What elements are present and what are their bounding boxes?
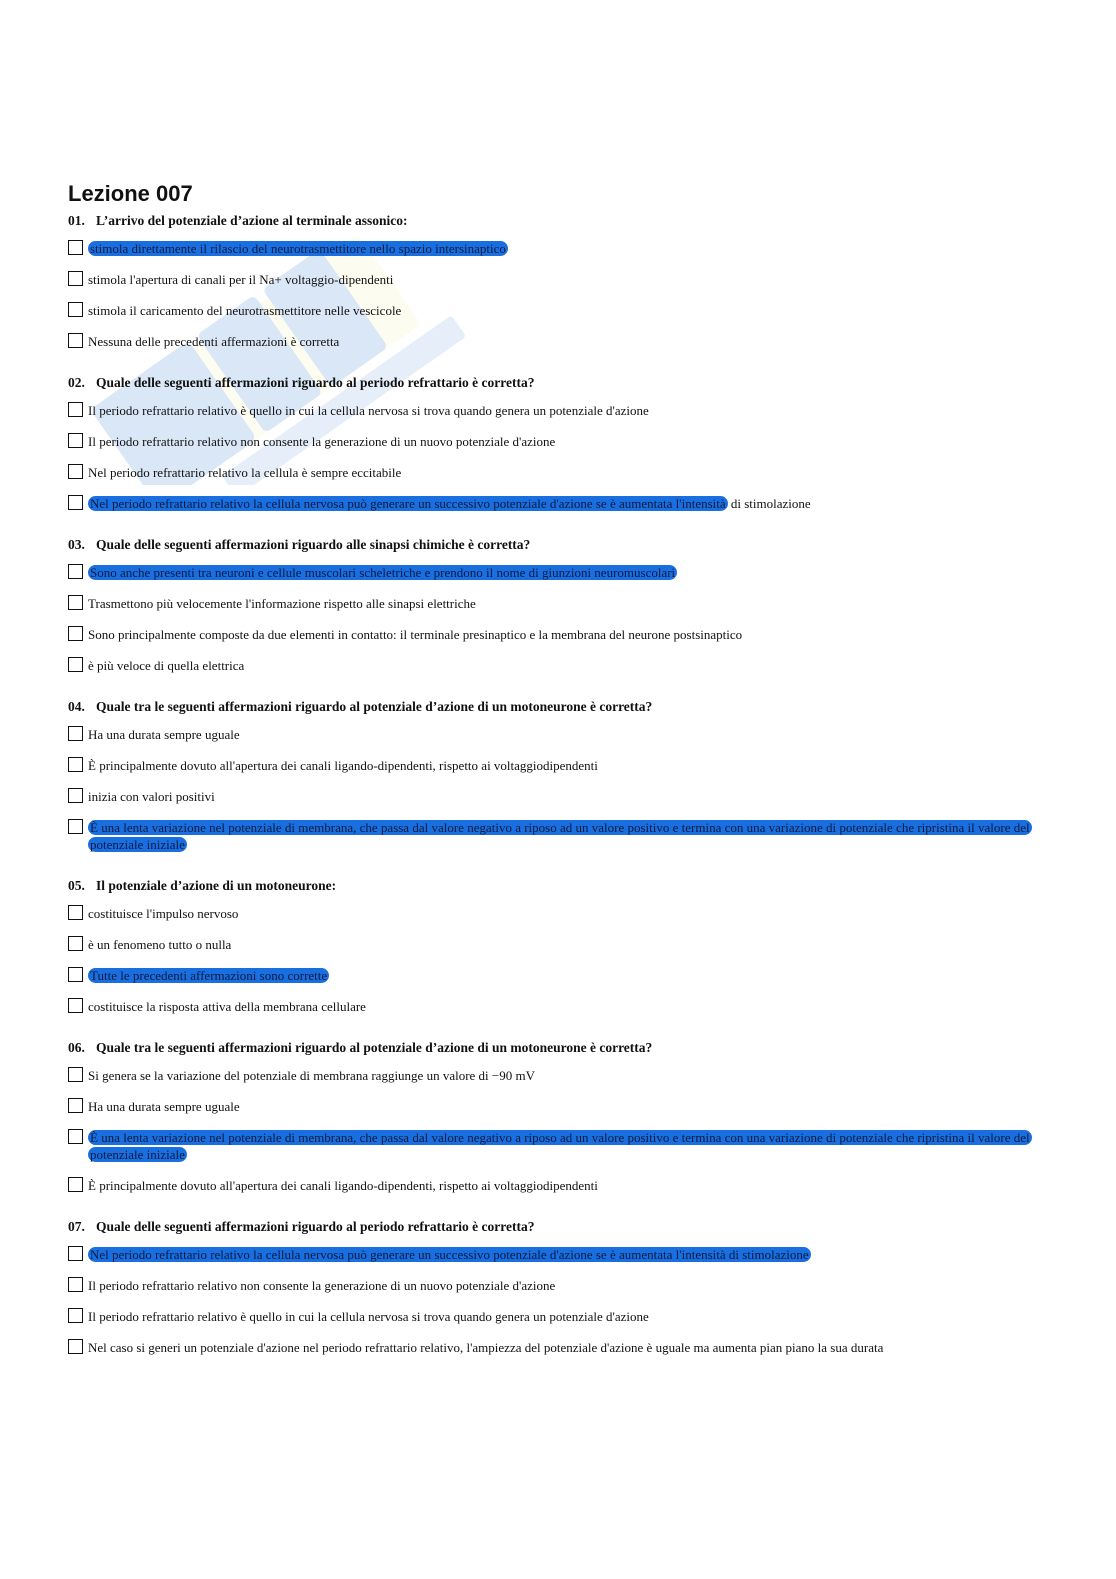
question-text: Quale tra le seguenti affermazioni riguardo al potenziale d’azione di un motoneurone è corretta? bbox=[96, 699, 653, 714]
checkbox-icon[interactable] bbox=[68, 302, 83, 317]
checkbox-icon[interactable] bbox=[68, 402, 83, 417]
checkbox-icon[interactable] bbox=[68, 905, 83, 920]
option-text: stimola l'apertura di canali per il Na+ voltaggio-dipendenti bbox=[88, 272, 394, 287]
checkbox-icon[interactable] bbox=[68, 819, 83, 834]
question-block bbox=[68, 536, 1048, 688]
question-title bbox=[68, 212, 1048, 240]
question-number: 03. bbox=[68, 537, 85, 552]
question-block bbox=[68, 212, 1048, 364]
option-text: Ha una durata sempre uguale bbox=[88, 727, 240, 742]
question-text: Quale delle seguenti affermazioni riguardo al periodo refrattario è corretta? bbox=[96, 375, 535, 390]
checkbox-icon[interactable] bbox=[68, 1067, 83, 1082]
question-title bbox=[68, 877, 1048, 905]
option-highlight: Tutte le precedenti affermazioni sono corrette bbox=[90, 968, 328, 983]
option-text: Il periodo refrattario relativo è quello in cui la cellula nervosa si trova quando genera un potenziale d'azione bbox=[88, 1309, 649, 1324]
question-title bbox=[68, 536, 1048, 564]
answer-option[interactable] bbox=[68, 433, 1048, 464]
answer-option[interactable] bbox=[68, 788, 1048, 819]
option-highlight: Nel periodo refrattario relativo la cellula nervosa può generare un successivo potenziale d'azione se è aumentata l'intensità di stimolazione bbox=[90, 1247, 809, 1262]
question-title bbox=[68, 698, 1048, 726]
option-text: Si genera se la variazione del potenziale di membrana raggiunge un valore di −90 mV bbox=[88, 1068, 536, 1083]
answer-option[interactable] bbox=[68, 998, 1048, 1029]
checkbox-icon[interactable] bbox=[68, 271, 83, 286]
answer-option-highlighted[interactable] bbox=[68, 819, 1048, 867]
checkbox-icon[interactable] bbox=[68, 626, 83, 641]
answer-option-highlighted[interactable] bbox=[68, 1129, 1048, 1177]
checkbox-icon[interactable] bbox=[68, 464, 83, 479]
checkbox-icon[interactable] bbox=[68, 657, 83, 672]
question-title bbox=[68, 1218, 1048, 1246]
checkbox-icon[interactable] bbox=[68, 433, 83, 448]
option-text bbox=[68, 1129, 1048, 1163]
page-title: Lezione 007 bbox=[68, 181, 193, 206]
question-text: Quale tra le seguenti affermazioni riguardo al potenziale d’azione di un motoneurone è corretta? bbox=[96, 1040, 653, 1055]
option-highlight: È una lenta variazione nel potenziale di membrana, che passa dal valore negativo a riposo ad un valore positivo e termina con una variazione di potenziale che ripristina il valore del potenziale iniziale bbox=[90, 820, 1030, 852]
answer-option-highlighted[interactable] bbox=[68, 967, 1048, 998]
option-text bbox=[68, 1246, 1048, 1263]
checkbox-icon[interactable] bbox=[68, 495, 83, 510]
checkbox-icon[interactable] bbox=[68, 757, 83, 772]
answer-option[interactable] bbox=[68, 757, 1048, 788]
answer-option[interactable] bbox=[68, 271, 1048, 302]
quiz-content bbox=[68, 178, 1048, 1380]
option-text bbox=[68, 819, 1048, 853]
answer-option-highlighted[interactable] bbox=[68, 564, 1048, 595]
option-text: Il periodo refrattario relativo non consente la generazione di un nuovo potenziale d'azione bbox=[88, 1278, 556, 1293]
answer-option-highlighted[interactable] bbox=[68, 240, 1048, 271]
option-text bbox=[68, 495, 1048, 512]
answer-option[interactable] bbox=[68, 464, 1048, 495]
answer-option[interactable] bbox=[68, 333, 1048, 364]
question-number: 01. bbox=[68, 213, 85, 228]
answer-option[interactable] bbox=[68, 402, 1048, 433]
question-number: 04. bbox=[68, 699, 85, 714]
answer-option[interactable] bbox=[68, 302, 1048, 333]
checkbox-icon[interactable] bbox=[68, 595, 83, 610]
option-text: Ha una durata sempre uguale bbox=[88, 1099, 240, 1114]
option-highlight: stimola direttamente il rilascio del neurotrasmettitore nello spazio intersinaptico bbox=[90, 241, 506, 256]
option-list bbox=[68, 240, 1048, 364]
answer-option[interactable] bbox=[68, 595, 1048, 626]
question-block bbox=[68, 1218, 1048, 1370]
answer-option[interactable] bbox=[68, 1098, 1048, 1129]
question-title bbox=[68, 1039, 1048, 1067]
option-text: inizia con valori positivi bbox=[88, 789, 215, 804]
option-text: costituisce l'impulso nervoso bbox=[88, 906, 239, 921]
option-list bbox=[68, 402, 1048, 526]
option-text: costituisce la risposta attiva della membrana cellulare bbox=[88, 999, 366, 1014]
question-block bbox=[68, 374, 1048, 526]
checkbox-icon[interactable] bbox=[68, 240, 83, 255]
option-list bbox=[68, 1246, 1048, 1370]
answer-option[interactable] bbox=[68, 1277, 1048, 1308]
option-text: è più veloce di quella elettrica bbox=[88, 658, 245, 673]
option-text: Nel caso si generi un potenziale d'azione nel periodo refrattario relativo, l'ampiezza del potenziale d'azione è uguale ma aumenta pian piano la sua durata bbox=[88, 1340, 884, 1355]
checkbox-icon[interactable] bbox=[68, 1098, 83, 1113]
option-text: Sono principalmente composte da due elementi in contatto: il terminale presinaptico e la membrana del neurone postsinaptico bbox=[88, 627, 743, 642]
answer-option[interactable] bbox=[68, 726, 1048, 757]
answer-option[interactable] bbox=[68, 657, 1048, 688]
question-text: L’arrivo del potenziale d’azione al terminale assonico: bbox=[96, 213, 408, 228]
answer-option[interactable] bbox=[68, 1177, 1048, 1208]
option-text: Il periodo refrattario relativo è quello in cui la cellula nervosa si trova quando genera un potenziale d'azione bbox=[88, 403, 649, 418]
option-highlight: Nel periodo refrattario relativo la cellula nervosa può generare un successivo potenziale d'azione se è aumentata l'intensità bbox=[90, 496, 726, 511]
option-text bbox=[68, 564, 1048, 581]
question-title bbox=[68, 374, 1048, 402]
option-list bbox=[68, 1067, 1048, 1208]
question-number: 02. bbox=[68, 375, 85, 390]
checkbox-icon[interactable] bbox=[68, 1246, 83, 1261]
option-text-tail: di stimolazione bbox=[727, 496, 811, 511]
checkbox-icon[interactable] bbox=[68, 1308, 83, 1323]
checkbox-icon[interactable] bbox=[68, 1277, 83, 1292]
question-number: 05. bbox=[68, 878, 85, 893]
option-text: Nessuna delle precedenti affermazioni è corretta bbox=[88, 334, 340, 349]
option-text: stimola il caricamento del neurotrasmettitore nelle vescicole bbox=[88, 303, 402, 318]
checkbox-icon[interactable] bbox=[68, 1177, 83, 1192]
question-block bbox=[68, 1039, 1048, 1208]
question-number: 07. bbox=[68, 1219, 85, 1234]
checkbox-icon[interactable] bbox=[68, 1129, 83, 1144]
question-text: Il potenziale d’azione di un motoneurone: bbox=[96, 878, 337, 893]
question-text: Quale delle seguenti affermazioni riguardo alle sinapsi chimiche è corretta? bbox=[96, 537, 531, 552]
answer-option[interactable] bbox=[68, 1339, 1048, 1370]
question-list bbox=[68, 212, 1048, 1370]
option-text: È principalmente dovuto all'apertura dei canali ligando-dipendenti, rispetto ai voltaggiodipendenti bbox=[88, 1178, 598, 1193]
answer-option[interactable] bbox=[68, 1067, 1048, 1098]
checkbox-icon[interactable] bbox=[68, 726, 83, 741]
option-text: Trasmettono più velocemente l'informazione rispetto alle sinapsi elettriche bbox=[88, 596, 476, 611]
answer-option-highlighted[interactable] bbox=[68, 495, 1048, 526]
question-block bbox=[68, 877, 1048, 1029]
option-highlight: Sono anche presenti tra neuroni e cellule muscolari scheletriche e prendono il nome di giunzioni neuromuscolari bbox=[90, 565, 676, 580]
option-text: È principalmente dovuto all'apertura dei canali ligando-dipendenti, rispetto ai voltaggiodipendenti bbox=[88, 758, 598, 773]
question-text: Quale delle seguenti affermazioni riguardo al periodo refrattario è corretta? bbox=[96, 1219, 535, 1234]
answer-option-highlighted[interactable] bbox=[68, 1246, 1048, 1277]
checkbox-icon[interactable] bbox=[68, 564, 83, 579]
checkbox-icon[interactable] bbox=[68, 998, 83, 1013]
answer-option[interactable] bbox=[68, 1308, 1048, 1339]
option-list bbox=[68, 564, 1048, 688]
question-number: 06. bbox=[68, 1040, 85, 1055]
answer-option[interactable] bbox=[68, 936, 1048, 967]
checkbox-icon[interactable] bbox=[68, 967, 83, 982]
option-highlight: È una lenta variazione nel potenziale di membrana, che passa dal valore negativo a riposo ad un valore positivo e termina con una variazione di potenziale che ripristina il valore del potenziale iniziale bbox=[90, 1130, 1030, 1162]
option-text: Il periodo refrattario relativo non consente la generazione di un nuovo potenziale d'azione bbox=[88, 434, 556, 449]
checkbox-icon[interactable] bbox=[68, 936, 83, 951]
option-text bbox=[68, 240, 1048, 257]
checkbox-icon[interactable] bbox=[68, 333, 83, 348]
question-block bbox=[68, 698, 1048, 867]
option-text: Nel periodo refrattario relativo la cellula è sempre eccitabile bbox=[88, 465, 402, 480]
answer-option[interactable] bbox=[68, 626, 1048, 657]
checkbox-icon[interactable] bbox=[68, 1339, 83, 1354]
answer-option[interactable] bbox=[68, 905, 1048, 936]
option-text bbox=[68, 967, 1048, 984]
option-text: è un fenomeno tutto o nulla bbox=[88, 937, 232, 952]
checkbox-icon[interactable] bbox=[68, 788, 83, 803]
option-list bbox=[68, 726, 1048, 867]
option-list bbox=[68, 905, 1048, 1029]
